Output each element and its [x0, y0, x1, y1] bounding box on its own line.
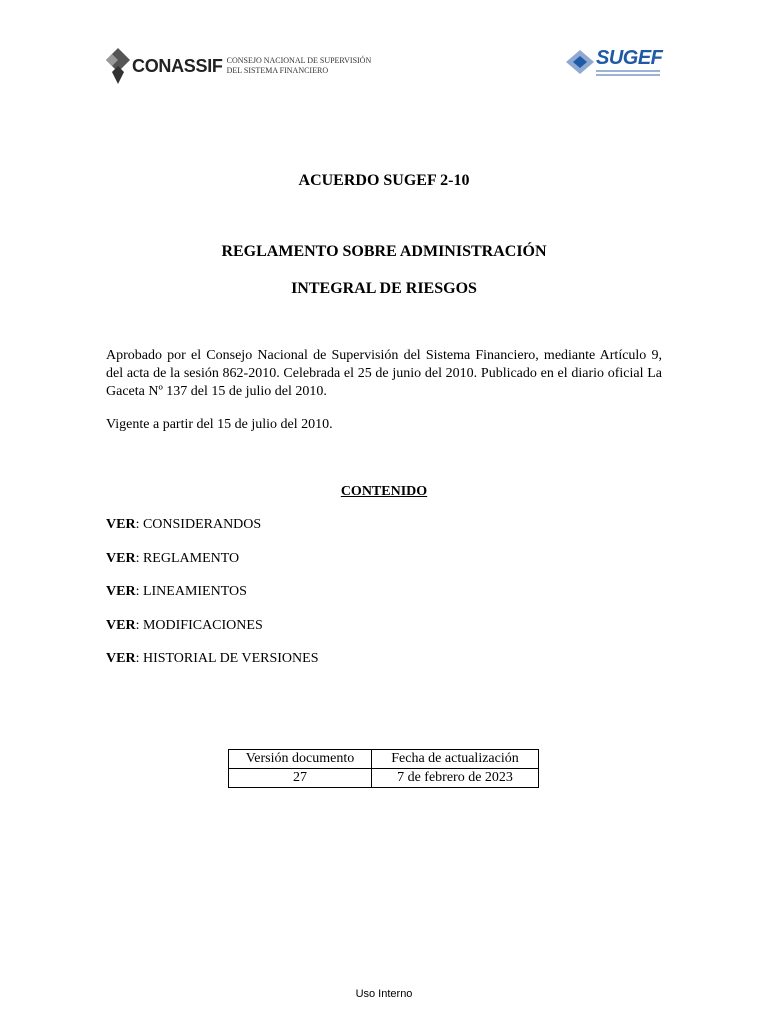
footer-classification: Uso Interno [355, 988, 413, 1000]
ver-link-lineamientos[interactable]: VER: LINEAMIENTOS [106, 584, 247, 599]
conassif-subtitle-line1: CONSEJO NACIONAL DE SUPERVISIÓN [226, 56, 372, 65]
ver-link-modificaciones[interactable]: VER: MODIFICACIONES [106, 617, 263, 633]
conassif-name: CONASSIF [132, 55, 223, 76]
ver-link-reglamento[interactable]: VER: REGLAMENTO [106, 550, 240, 566]
contents-list [106, 516, 318, 684]
contents-item-label: HISTORIAL DE VERSIONES [142, 651, 319, 666]
conassif-subtitle-line2: DEL SISTEMA FINANCIERO [226, 66, 329, 75]
sugef-emblem-icon [566, 50, 594, 74]
document-subtitle-line2: INTEGRAL DE RIESGOS [291, 280, 477, 297]
sugef-fine-print-line [596, 74, 660, 76]
ver-label: VER [106, 517, 136, 532]
table-header-row [229, 750, 539, 769]
conassif-emblem-icon [106, 48, 130, 84]
contents-item-historial [106, 650, 318, 684]
contents-item-label: MODIFICACIONES [142, 617, 263, 633]
column-header-date: Fecha de actualización [372, 750, 539, 769]
conassif-subtitle [227, 56, 372, 76]
column-header-version: Versión documento [229, 750, 372, 769]
contents-item-considerandos [106, 516, 318, 550]
contents-item-label: LINEAMIENTOS [142, 584, 247, 599]
update-date-cell: 7 de febrero de 2023 [372, 769, 539, 788]
ver-link-considerandos[interactable]: VER: CONSIDERANDOS [106, 517, 262, 532]
sugef-name: SUGEF [596, 47, 663, 69]
version-table [228, 749, 539, 788]
contents-item-modificaciones [106, 617, 318, 651]
ver-label: VER [106, 584, 136, 599]
contents-heading: CONTENIDO [340, 484, 428, 499]
version-number-cell: 27 [229, 769, 372, 788]
contents-item-label: CONSIDERANDOS [142, 517, 262, 532]
ver-label: VER [106, 617, 136, 633]
sugef-fine-print-line [596, 70, 660, 72]
sugef-logo [566, 44, 662, 80]
ver-label: VER [106, 550, 136, 566]
contents-item-label: REGLAMENTO [142, 550, 240, 566]
ver-label: VER [106, 651, 136, 666]
document-subtitle-line1: REGLAMENTO SOBRE ADMINISTRACIÓN [221, 243, 547, 260]
effective-date-paragraph: Vigente a partir del 15 de julio del 2010. [106, 417, 333, 432]
document-title: ACUERDO SUGEF 2-10 [298, 172, 470, 189]
conassif-logo [106, 48, 371, 84]
approval-paragraph: Aprobado por el Consejo Nacional de Supervisión del Sistema Financiero, mediante Artículo 9, del acta de la sesión 862-2010. Celebrada el 25 de junio del 2010. Publicado en el diario oficial La Gaceta Nº 137 del 15 de julio del 2010. [106, 348, 662, 399]
ver-link-historial-de-versiones[interactable]: VER: HISTORIAL DE VERSIONES [106, 651, 319, 666]
table-row [229, 769, 539, 788]
contents-item-lineamientos [106, 583, 318, 617]
contents-item-reglamento [106, 550, 318, 584]
